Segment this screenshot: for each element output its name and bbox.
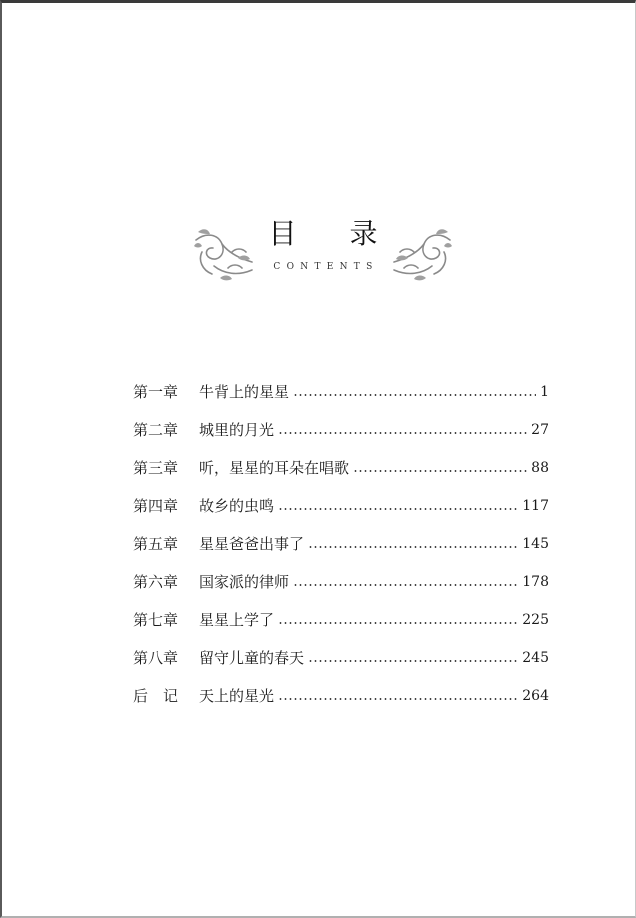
toc-entry-chapter-5[interactable] [133,532,553,570]
toc-chapter-label: 第三章 [133,459,179,477]
toc-chapter-title: 国家派的律师 [199,573,290,591]
toc-chapter-label: 第六章 [133,573,179,591]
toc-leader-dots [278,684,518,708]
toc-entry-chapter-1[interactable] [133,380,553,418]
toc-chapter-label: 第二章 [133,421,179,439]
toc-page-number: 27 [531,422,549,438]
toc-entry-chapter-2[interactable] [133,418,553,456]
toc-leader-dots [308,532,518,556]
toc-page-number: 225 [522,612,549,628]
toc-leader-dots [353,456,527,480]
toc-chapter-title: 星星上学了 [199,611,275,629]
page-subtitle: CONTENTS [273,262,379,272]
page-title: 目 录 [268,217,400,250]
toc-chapter-label: 后 记 [133,687,179,705]
toc-chapter-title: 星星爸爸出事了 [199,535,305,553]
toc-entry-chapter-3[interactable] [133,456,553,494]
floral-flourish-icon [390,222,454,284]
toc-page-number: 264 [522,688,549,704]
toc-page-number: 1 [540,384,549,400]
toc-chapter-label: 第一章 [133,383,179,401]
toc-chapter-title: 故乡的虫鸣 [199,497,275,515]
toc-leader-dots [278,608,518,632]
toc-leader-dots [293,380,536,404]
toc-page-number: 117 [522,498,549,514]
toc-entry-chapter-8[interactable] [133,646,553,684]
toc-entry-afterword[interactable] [133,684,553,722]
contents-heading [192,214,454,286]
toc-page-number: 178 [522,574,549,590]
toc-chapter-title: 城里的月光 [199,421,275,439]
toc-leader-dots [308,646,518,670]
toc-leader-dots [278,494,518,518]
toc-leader-dots [293,570,518,594]
toc-page-number: 145 [522,536,549,552]
toc-chapter-label: 第四章 [133,497,179,515]
toc-chapter-label: 第八章 [133,649,179,667]
toc-chapter-title: 留守儿童的春天 [199,649,305,667]
toc-chapter-title: 听，星星的耳朵在唱歌 [199,459,350,477]
toc-entry-chapter-7[interactable] [133,608,553,646]
toc-chapter-label: 第五章 [133,535,179,553]
table-of-contents [133,380,553,722]
toc-entry-chapter-6[interactable] [133,570,553,608]
toc-entry-chapter-4[interactable] [133,494,553,532]
toc-leader-dots [278,418,527,442]
toc-chapter-title: 天上的星光 [199,687,275,705]
toc-page-number: 88 [531,460,549,476]
toc-chapter-label: 第七章 [133,611,179,629]
toc-chapter-title: 牛背上的星星 [199,383,290,401]
toc-page-number: 245 [522,650,549,666]
